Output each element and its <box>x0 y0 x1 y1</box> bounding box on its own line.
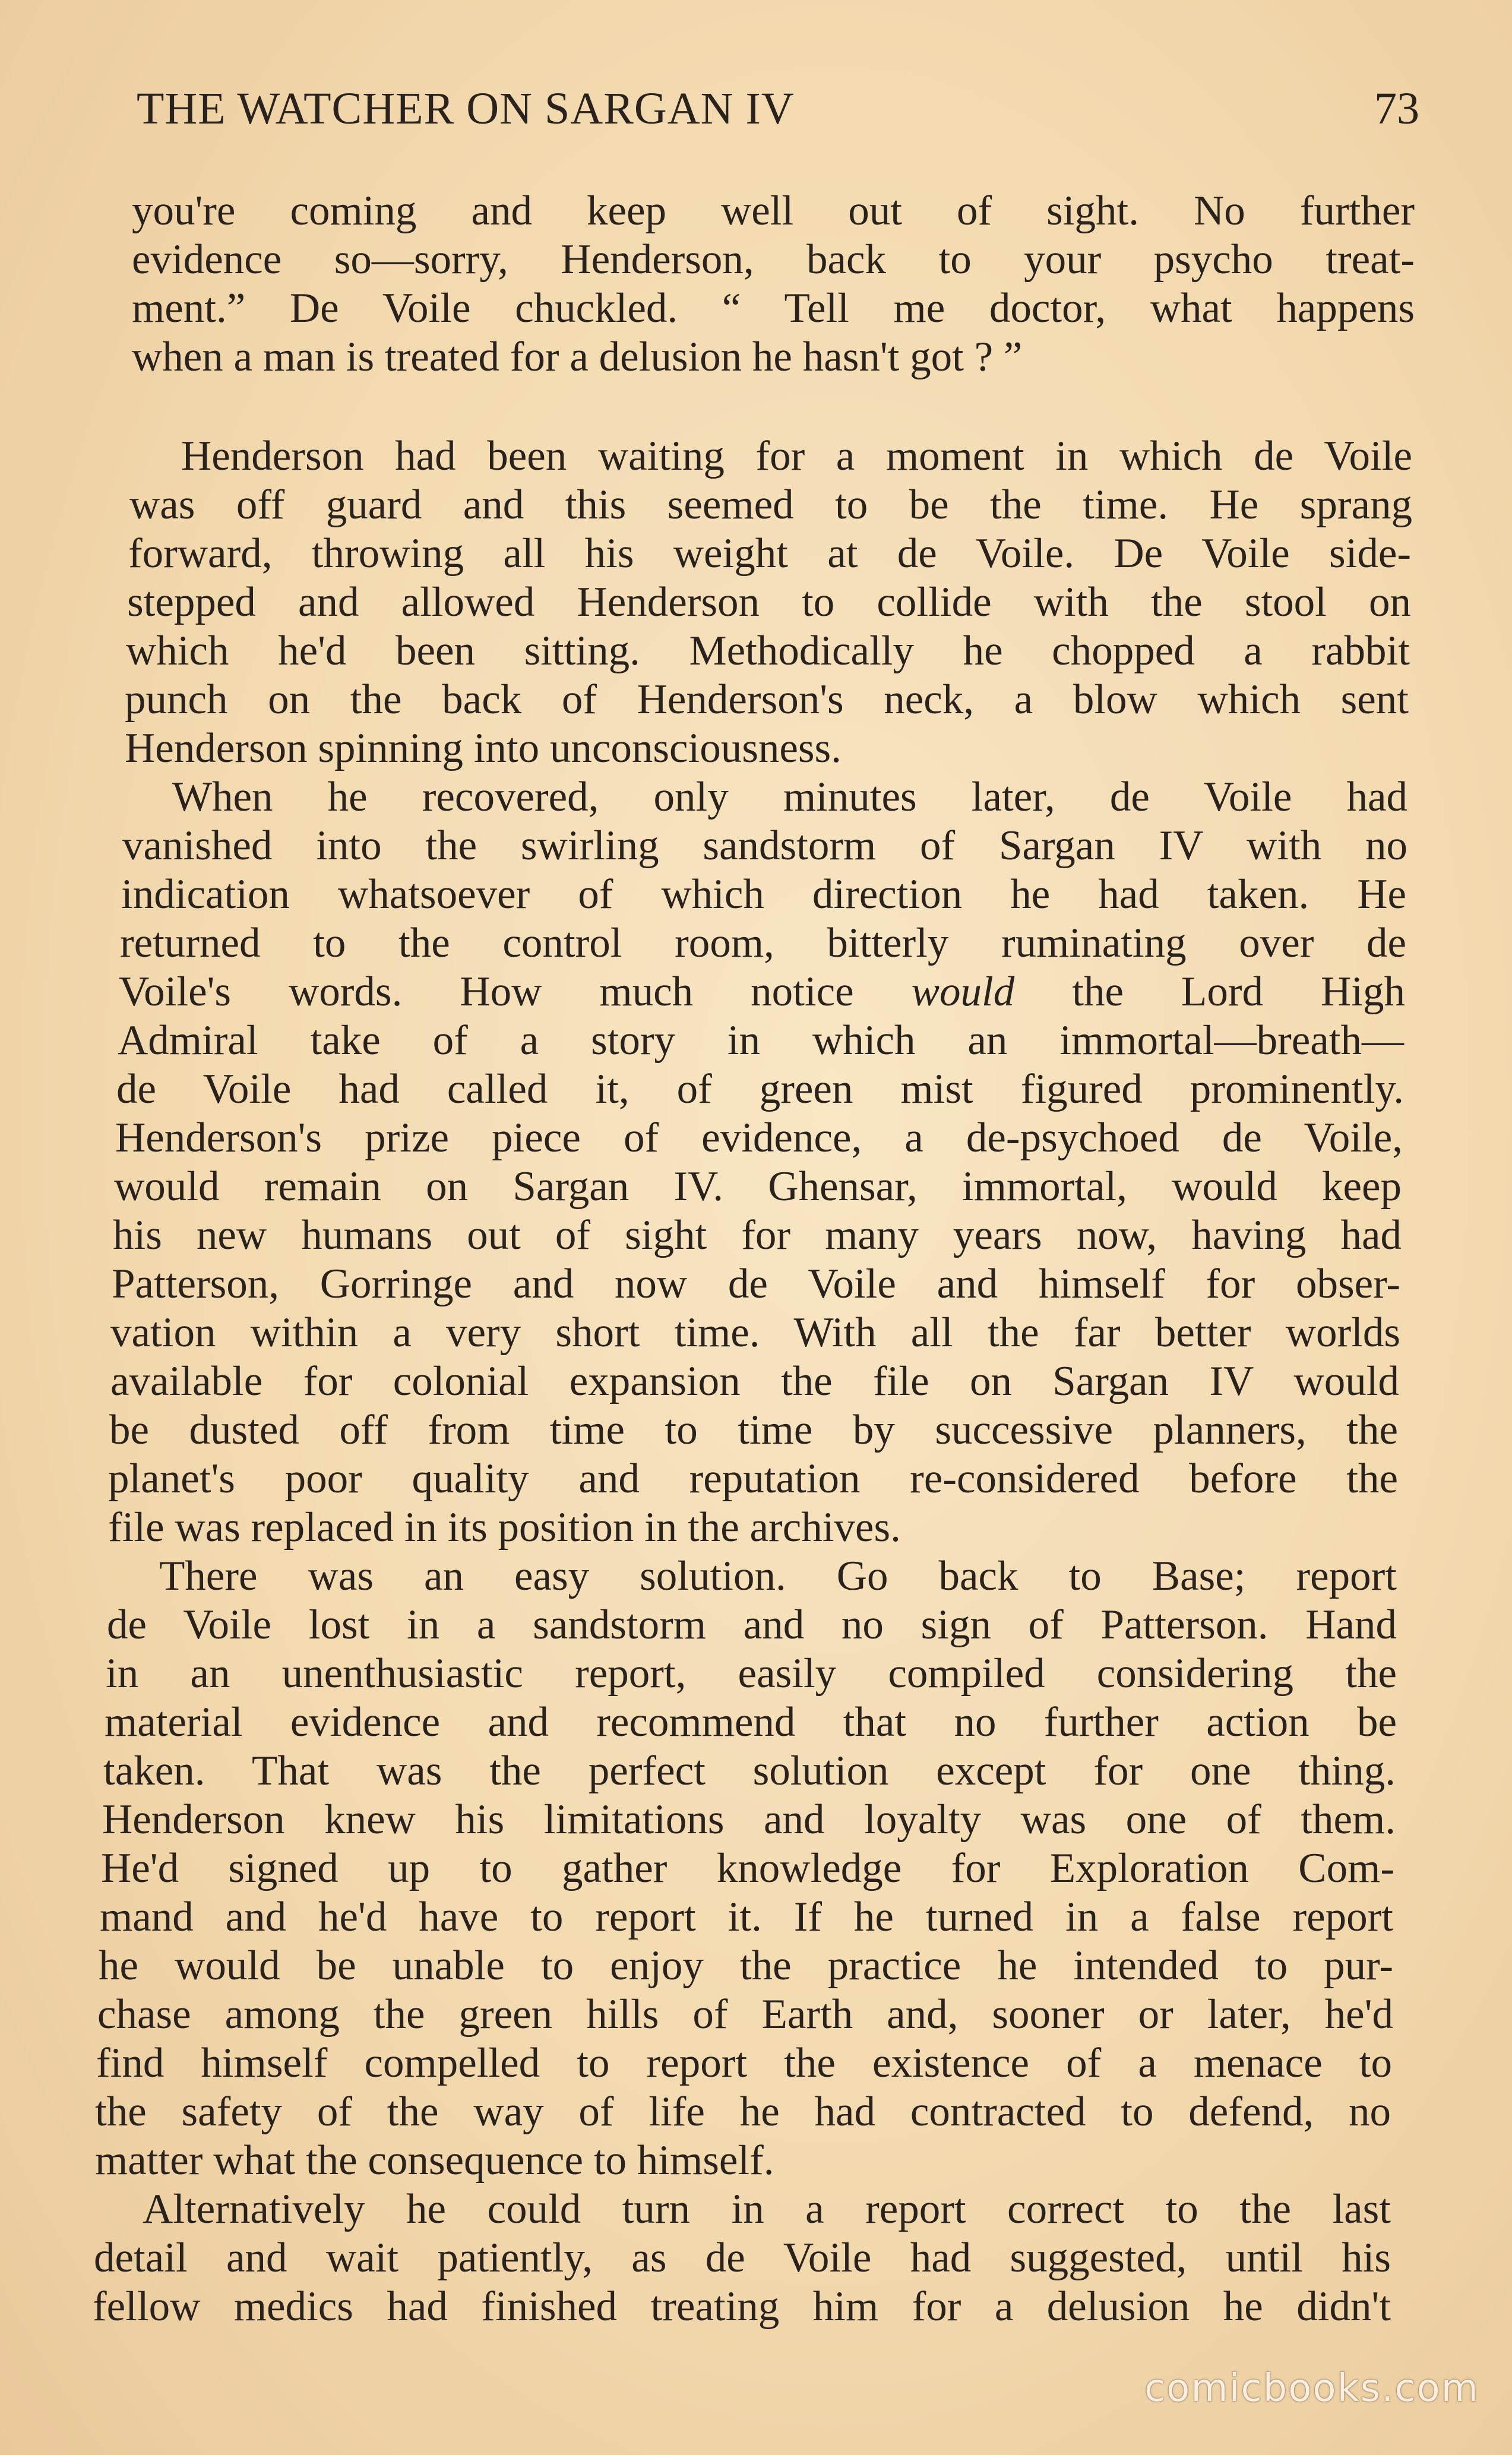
text-line: planet's poor quality and reputation re-considered before the <box>108 1456 1398 1502</box>
text-line: find himself compelled to report the existence of a menace to <box>96 2040 1392 2086</box>
text-line: stepped and allowed Henderson to collide with the stool on <box>127 579 1411 625</box>
text-line: matter what the consequence to himself. <box>95 2137 774 2184</box>
text-line: was off guard and this seemed to be the time. He sprang <box>129 482 1412 528</box>
text-line: evidence so—sorry, Henderson, back to your psycho treat- <box>132 236 1415 283</box>
text-span: the Lord High <box>1072 969 1406 1015</box>
text-line: his new humans out of sight for many years now, having had <box>113 1212 1402 1258</box>
text-line: de Voile had called it, of green mist figured prominently. <box>116 1066 1404 1112</box>
text-line <box>119 971 1405 1017</box>
text-line: Henderson's prize piece of evidence, a de-psychoed de Voile, <box>115 1115 1403 1161</box>
text-line: you're coming and keep well out of sight. No further <box>132 188 1415 234</box>
text-span: Voile's words. How much notice <box>119 969 854 1015</box>
text-line: indication whatsoever of which direction he had taken. He <box>121 871 1406 918</box>
text-line: forward, throwing all his weight at de Voile. De Voile side- <box>128 530 1411 577</box>
running-head-title: THE WATCHER ON SARGAN IV <box>137 84 795 134</box>
text-line: He'd signed up to gather knowledge for Exploration Com- <box>101 1845 1394 1891</box>
text-line: the safety of the way of life he had contracted to defend, no <box>95 2089 1391 2135</box>
text-line: Henderson knew his limitations and loyalty was one of them. <box>102 1796 1396 1843</box>
text-line: mand and he'd have to report it. If he turned in a false report <box>100 1894 1393 1940</box>
text-line: When he recovered, only minutes later, de Voile had <box>172 774 1407 820</box>
text-line: Henderson had been waiting for a moment in which de Voile <box>181 433 1412 479</box>
text-line: Alternatively he could turn in a report correct to the last <box>143 2186 1391 2232</box>
text-line: ment.” De Voile chuckled. “ Tell me doctor, what happens <box>132 285 1415 331</box>
text-line: vanished into the swirling sandstorm of Sargan IV with no <box>122 822 1407 869</box>
text-line: would remain on Sargan IV. Ghensar, immortal, would keep <box>114 1163 1402 1210</box>
text-line: de Voile lost in a sandstorm and no sign of Patterson. Hand <box>107 1602 1397 1648</box>
text-line: punch on the back of Henderson's neck, a blow which sent <box>125 676 1409 723</box>
text-line: in an unenthusiastic report, easily compiled considering the <box>106 1650 1397 1697</box>
text-line: Admiral take of a story in which an immortal—breath— <box>118 1017 1404 1064</box>
text-line: he would be unable to enjoy the practice he intended to pur- <box>99 1943 1393 1989</box>
text-line: fellow medics had finished treating him for a delusion he didn't <box>93 2283 1391 2330</box>
text-line: file was replaced in its position in the archives. <box>108 1504 901 1551</box>
text-line: There was an easy solution. Go back to Base; report <box>159 1553 1397 1599</box>
text-line: available for colonial expansion the file on Sargan IV would <box>110 1358 1399 1404</box>
text-line: be dusted off from time to time by successive planners, the <box>109 1407 1398 1453</box>
text-line: vation within a very short time. With all the far better worlds <box>110 1309 1400 1356</box>
watermark: comicbooks.com <box>1144 2367 1479 2410</box>
text-line: Patterson, Gorringe and now de Voile and himself for obser- <box>112 1261 1400 1307</box>
text-line: which he'd been sitting. Methodically he chopped a rabbit <box>126 628 1410 674</box>
text-line: detail and wait patiently, as de Voile had suggested, until his <box>94 2235 1391 2281</box>
page-number: 73 <box>1374 84 1419 134</box>
text-line: returned to the control room, bitterly ruminating over de <box>120 920 1406 966</box>
text-line: material evidence and recommend that no further action be <box>105 1699 1397 1745</box>
text-line: when a man is treated for a delusion he hasn't got ? ” <box>132 334 1023 380</box>
emphasized-word: would <box>911 969 1015 1015</box>
text-line: Henderson spinning into unconsciousness. <box>125 725 842 771</box>
text-line: chase among the green hills of Earth and, sooner or later, he'd <box>97 1991 1393 2038</box>
text-line: taken. That was the perfect solution except for one thing. <box>103 1748 1396 1794</box>
